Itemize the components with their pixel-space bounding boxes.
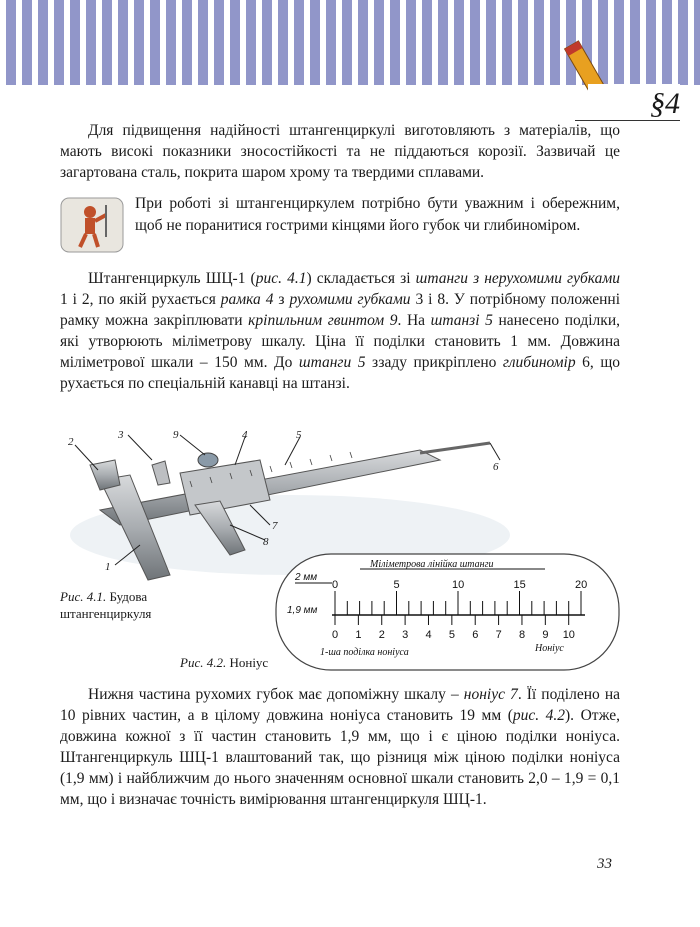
figure-1-ref: Рис. 4.1. [60,589,107,604]
section-number: §4 [588,84,680,124]
main-scale-label: 20 [575,579,588,591]
paragraph-2 [60,268,620,394]
nonius-label: 4 [425,629,432,641]
main-scale-label: 15 [513,579,526,591]
paragraph-3 [60,684,620,810]
caliper-label-2: 2 [68,436,74,448]
vernier-label-19mm: 1,9 мм [287,605,318,616]
caliper-label-1: 1 [105,561,111,573]
nonius-label: 1 [355,629,362,641]
caliper-label-9: 9 [173,429,179,441]
paragraph-2-text: Штангенциркуль ШЦ-1 (рис. 4.1) складається зі штанги з нерухомими губками 1 і 2, по якій рухається рамка 4 з рухомими губками 3 і 8. У потрібному положенні рамку можна закріплювати кріпильним гвинтом 9. На штанзі 5 нанесено поділки, які утворюють міліметрову шкалу. Ціна її поділки становить 1 мм. Довжина міліметрової шкали – 150 мм. До штанги 5 ззаду прикріплено глибиномір 6, що рухається по спеціальній канавці на штанзі. [60,270,621,392]
main-scale-label: 10 [452,579,465,591]
nonius-label: 5 [448,629,455,641]
warning-icon [60,197,124,253]
main-scale-label: 5 [393,579,400,591]
figure-1-caption-text: Будова штангенциркуля [60,589,152,621]
nonius-label: 3 [402,629,409,641]
paragraph-3-text: Нижня частина рухомих губок має допоміжну шкалу – ноніус 7. Її поділено на 10 рівних частин, а в цілому довжина ноніуса становить 19 мм (рис. 4.2). Отже, довжина кожної з її частин становить 1,9 мм, що і є ціною поділки ноніуса. Штангенциркуль ШЦ-1 влаштований так, що різниця між ціною поділки ноніуса (1,9 мм) і найближчим до нього значенням основної шкали становить 2,0 – 1,9 = 0,1 мм, що і визначає точність вимірювання штангенциркуля ШЦ-1. [60,686,620,808]
main-scale-label: 0 [332,579,339,591]
figure-2-ref: Рис. 4.2. [180,655,227,670]
nonius-label: 10 [562,629,575,641]
vernier-bottom-title: 1-ша поділка ноніуса [320,647,409,658]
caliper-label-6: 6 [493,461,499,473]
warning-text: При роботі зі штангенциркулем потрібно бути уважним і обережним, щоб не поранитися гострими кінцями його губок чи глибиноміром. [135,195,620,234]
caliper-label-8: 8 [263,536,269,548]
vernier-top-title: Міліметрова лінійка штанги [370,559,494,570]
vernier-figure [275,553,620,671]
paragraph-1-text: Для підвищення надійності штангенциркулі виготовляють з матеріалів, що мають високі показники зносостійкості та не піддаються корозії. Зазвичай це загартована сталь, покрита шаром хрому та твердими сплавами. [60,122,620,181]
figure-2-caption-text: Ноніус [229,655,269,670]
vernier-nonius-label: Ноніус [535,643,564,654]
paragraph-1 [60,120,620,183]
page-number: 33 [597,856,612,872]
nonius-label: 9 [542,629,549,641]
caliper-label-3: 3 [118,429,124,441]
caliper-label-4: 4 [242,429,248,441]
vernier-label-2mm: 2 мм [295,572,318,583]
nonius-label: 7 [495,629,502,641]
nonius-label: 0 [332,629,339,641]
figure-2-caption [180,655,268,671]
nonius-label: 6 [472,629,479,641]
caliper-label-5: 5 [296,429,302,441]
caliper-label-7: 7 [272,520,278,532]
nonius-label: 2 [378,629,385,641]
nonius-label: 8 [518,629,526,641]
figure-1-caption [60,588,200,622]
